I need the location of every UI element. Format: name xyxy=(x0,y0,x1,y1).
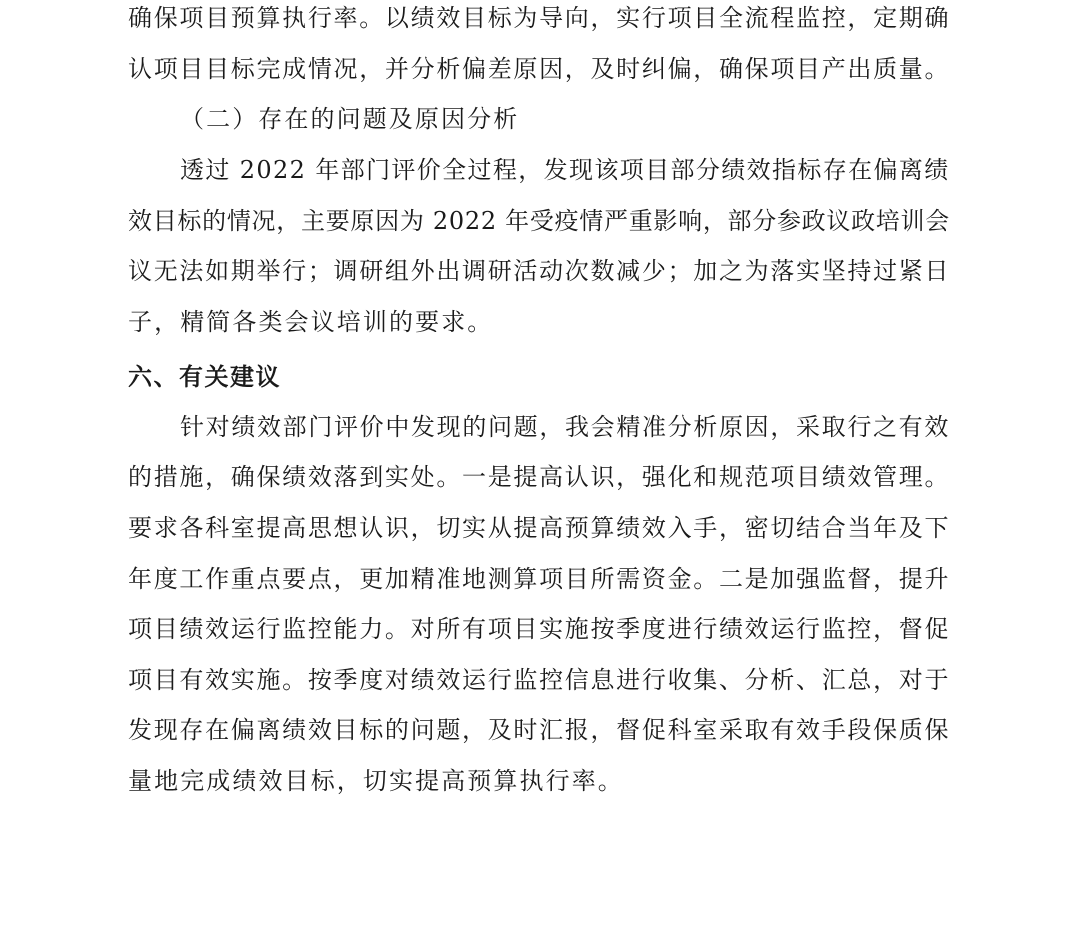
paragraph-line: 子，精简各类会议培训的要求。 xyxy=(128,308,494,336)
paragraph-line: 量地完成绩效目标，切实提高预算执行率。 xyxy=(128,767,624,795)
paragraph-line: 要求各科室提高思想认识，切实从提高预算绩效入手，密切结合当年及下 xyxy=(128,514,951,542)
paragraph-line: 确保项目预算执行率。以绩效目标为导向，实行项目全流程监控，定期确 xyxy=(128,4,951,32)
paragraph-line: 透过 2022 年部门评价全过程，发现该项目部分绩效指标存在偏离绩 xyxy=(180,156,950,184)
section-heading-suggestions: 六、有关建议 xyxy=(128,363,281,391)
paragraph-line: 的措施，确保绩效落到实处。一是提高认识，强化和规范项目绩效管理。 xyxy=(128,463,951,491)
paragraph-line: 发现存在偏离绩效目标的问题，及时汇报，督促科室采取有效手段保质保 xyxy=(128,716,951,744)
paragraph-line: 年度工作重点要点，更加精准地测算项目所需资金。二是加强监督，提升 xyxy=(128,565,951,593)
paragraph-line: 项目绩效运行监控能力。对所有项目实施按季度进行绩效运行监控，督促 xyxy=(128,615,951,643)
paragraph-line: 效目标的情况，主要原因为 2022 年受疫情严重影响，部分参政议政培训会 xyxy=(128,207,950,235)
paragraph-line: 认项目目标完成情况，并分析偏差原因，及时纠偏，确保项目产出质量。 xyxy=(128,55,951,83)
paragraph-line: 议无法如期举行；调研组外出调研活动次数减少；加之为落实坚持过紧日 xyxy=(128,257,951,285)
paragraph-line: 项目有效实施。按季度对绩效运行监控信息进行收集、分析、汇总，对于 xyxy=(128,666,951,694)
paragraph-line: 针对绩效部门评价中发现的问题，我会精准分析原因，采取行之有效 xyxy=(180,413,950,441)
subheading-problems: （二）存在的问题及原因分析 xyxy=(180,105,520,133)
